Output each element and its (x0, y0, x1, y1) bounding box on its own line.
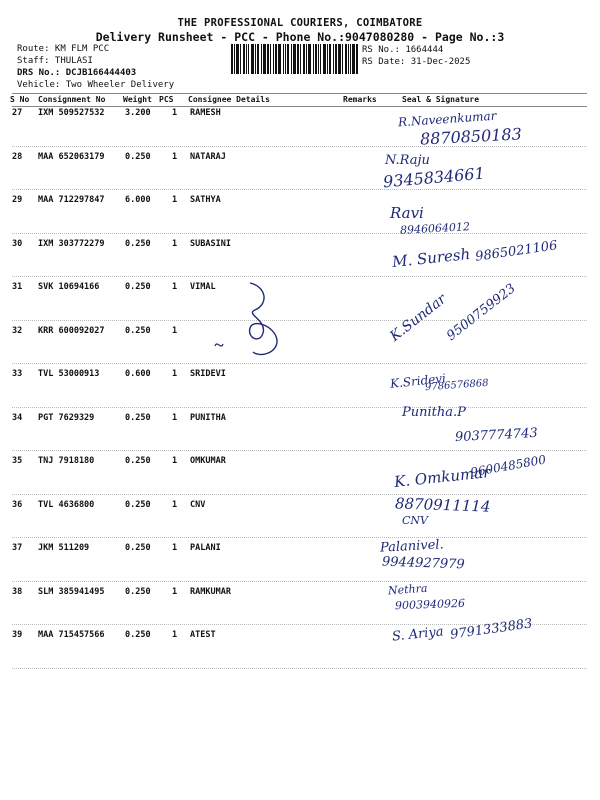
row-sno: 33 (12, 369, 23, 379)
row-weight: 0.250 (125, 586, 151, 597)
row-consignee-name: SUBASINI (190, 238, 231, 249)
row-weight: 0.600 (125, 369, 151, 379)
row-divider (12, 450, 587, 451)
row-weight: 6.000 (125, 195, 151, 205)
signature-28-phone: 9345834661 (382, 163, 486, 192)
row-divider (12, 320, 587, 321)
signature-33-phone: 9786576868 (424, 377, 489, 394)
col-consignee: Consignee Details (188, 95, 270, 104)
signature-36-name: CNV (402, 514, 428, 527)
row-pcs: 1 (172, 108, 178, 118)
header-bottom-rule (12, 106, 587, 107)
row-divider (12, 146, 587, 147)
row-consignee-name: CNV (190, 499, 206, 510)
signature-29-phone: 8946064012 (399, 220, 471, 237)
signature-38-name: Nethra (387, 581, 428, 598)
row-sno: 34 (12, 412, 23, 423)
row-consignment-no: MAA 715457566 (38, 630, 105, 640)
row-consignee-name: NATARAJ (190, 151, 226, 162)
row-weight: 0.250 (125, 456, 151, 466)
barcode-image (231, 44, 358, 74)
header-top-rule (12, 93, 587, 94)
signature-30-name: M. Suresh (391, 244, 471, 272)
rs-number: RS No.: 1664444 (362, 45, 444, 55)
row-weight: 3.200 (125, 108, 151, 118)
row-consignment-no: IXM 509527532 (38, 108, 105, 118)
col-weight: Weight (123, 95, 152, 104)
row-consignee-name: PUNITHA (190, 412, 226, 423)
row-sno: 30 (12, 238, 23, 249)
row-divider (12, 494, 587, 495)
col-pcs: PCS (159, 95, 174, 104)
signature-37-phone: 9944927979 (381, 554, 465, 573)
row-pcs: 1 (172, 543, 178, 553)
row-pcs: 1 (172, 412, 178, 423)
signature-35-name: K. Omkumar (393, 463, 492, 491)
row-pcs: 1 (172, 282, 178, 292)
row-pcs: 1 (172, 369, 178, 379)
signature-35-phone: 9600485800 (469, 452, 547, 480)
signature-34-name: Punitha.P (402, 405, 466, 420)
row-consignment-no: SVK 10694166 (38, 282, 100, 292)
row-consignee-name: SATHYA (190, 195, 221, 205)
row-consignment-no: TVL 4636800 (38, 499, 95, 510)
runsheet-subtitle: Delivery Runsheet - PCC - Phone No.:9047080280 - Page No.:3 (95, 30, 505, 44)
signature-39-phone: 9791333883 (449, 616, 534, 643)
vehicle-label: Vehicle: Two Wheeler Delivery (17, 80, 175, 90)
row-pcs: 1 (172, 456, 178, 466)
rs-date: RS Date: 31-Dec-2025 (362, 57, 471, 67)
row-pcs: 1 (172, 325, 178, 336)
row-sno: 37 (12, 543, 23, 553)
row-consignment-no: PGT 7629329 (38, 412, 95, 423)
row-consignment-no: TVL 53000913 (38, 369, 100, 379)
row-pcs: 1 (172, 195, 178, 205)
row-divider (12, 363, 587, 364)
row-consignee-name: RAMESH (190, 108, 221, 118)
row-consignment-no: MAA 712297847 (38, 195, 105, 205)
scribble-signature (205, 278, 285, 363)
row-sno: 29 (12, 195, 23, 205)
signature-36-phone: 8870911114 (394, 494, 491, 516)
row-consignment-no: JKM 511209 (38, 543, 90, 553)
row-sno: 38 (12, 586, 23, 597)
row-consignment-no: MAA 652063179 (38, 151, 105, 162)
signature-31-name: K.Sundar (387, 291, 450, 345)
row-divider (12, 537, 587, 538)
row-sno: 35 (12, 456, 23, 466)
signature-38-phone: 9003940926 (394, 596, 466, 613)
row-weight: 0.250 (125, 412, 151, 423)
signature-30-phone: 9865021106 (474, 238, 559, 265)
row-pcs: 1 (172, 238, 178, 249)
signature-29-name: Ravi (390, 204, 424, 222)
row-weight: 0.250 (125, 499, 151, 510)
row-weight: 0.250 (125, 325, 151, 336)
signature-37-name: Palanivel. (379, 537, 445, 556)
signature-33-name: K.Sridevi (389, 371, 447, 391)
signature-39-name: S. Ariya (391, 624, 445, 645)
row-consignee-name: ATEST (190, 630, 216, 640)
row-weight: 0.250 (125, 630, 151, 640)
row-divider (12, 233, 587, 234)
row-sno: 32 (12, 325, 23, 336)
col-consignment: Consignment No (38, 95, 106, 104)
row-divider (12, 189, 587, 190)
col-sno: S No (10, 95, 30, 104)
staff-label: Staff: THULASI (17, 56, 93, 66)
signature-28-name: N.Raju (385, 153, 430, 168)
row-consignee-name: SRIDEVI (190, 369, 226, 379)
row-sno: 36 (12, 499, 23, 510)
row-divider (12, 407, 587, 408)
row-divider (12, 581, 587, 582)
document-title: THE PROFESSIONAL COURIERS, COIMBATORE (177, 17, 423, 29)
row-weight: 0.250 (125, 282, 151, 292)
signature-31-phone: 9500759923 (444, 281, 519, 344)
row-sno: 39 (12, 630, 23, 640)
row-consignment-no: KRR 600092027 (38, 325, 105, 336)
row-consignee-name: RAMKUMAR (190, 586, 231, 597)
row-consignee-name: VIMAL (190, 282, 216, 292)
row-weight: 0.250 (125, 238, 151, 249)
row-divider (12, 276, 587, 277)
row-consignee-name: OMKUMAR (190, 456, 226, 466)
row-weight: 0.250 (125, 543, 151, 553)
row-divider (12, 668, 587, 669)
signature-27-name: R.Naveenkumar (397, 108, 497, 130)
row-pcs: 1 (172, 151, 178, 162)
row-consignment-no: TNJ 7918180 (38, 456, 95, 466)
row-pcs: 1 (172, 630, 178, 640)
row-sno: 27 (12, 108, 23, 118)
row-sno: 28 (12, 151, 23, 162)
col-remarks: Remarks (343, 95, 377, 104)
row-sno: 31 (12, 282, 23, 292)
signature-34-phone: 9037774743 (454, 425, 539, 446)
signature-27-phone: 8870850183 (419, 124, 523, 149)
row-weight: 0.250 (125, 151, 151, 162)
row-consignment-no: IXM 303772279 (38, 238, 105, 249)
route-label: Route: KM FLM PCC (17, 44, 110, 54)
col-seal-signature: Seal & Signature (402, 95, 480, 104)
drs-number: DRS No.: DCJB166444403 (17, 68, 137, 78)
row-consignment-no: SLM 385941495 (38, 586, 105, 597)
row-consignee-name: PALANI (190, 543, 221, 553)
row-pcs: 1 (172, 586, 178, 597)
row-pcs: 1 (172, 499, 178, 510)
